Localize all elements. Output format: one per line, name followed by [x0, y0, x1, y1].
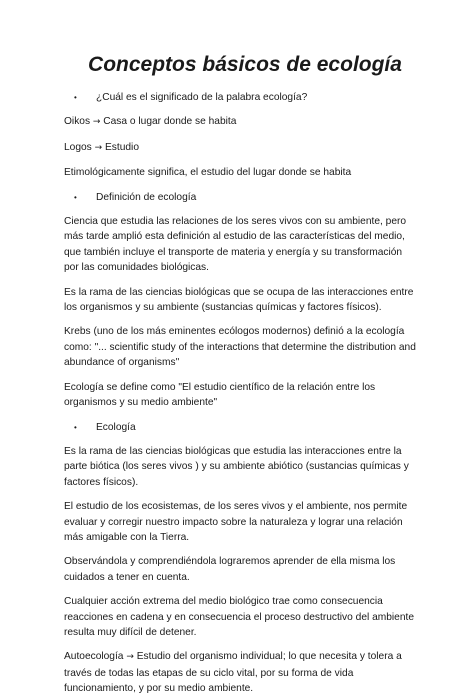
paragraph: Krebs (uno de los más eminentes ecólogos modernos) definió a la ecología como: "... scientific study of the interactions that determine the distribution and abundance of organisms"	[64, 326, 416, 369]
oikos-line	[64, 114, 416, 130]
logos-line	[64, 140, 416, 156]
paragraph: Ciencia que estudia las relaciones de los seres vivos con su ambiente, pero más tarde amplió esta definición al estudio de las características del medio, que también incluye el transporte de materia y energía y su transformación por las comunidades biológicas.	[64, 216, 407, 274]
oikos-term: Oikos	[64, 116, 91, 128]
oikos-definition: Casa o lugar donde se habita	[103, 116, 237, 128]
bullet-text: Ecología	[96, 421, 136, 433]
bullet-icon: •	[74, 422, 77, 432]
bullet-question	[64, 90, 416, 105]
autoecologia-paragraph	[64, 649, 416, 696]
etymology-paragraph: Etimológicamente significa, el estudio del lugar donde se habita	[64, 167, 352, 179]
bullet-definition	[64, 190, 416, 205]
arrow-icon: →	[94, 142, 103, 153]
bullet-text: ¿Cuál es el significado de la palabra ecología?	[96, 92, 308, 103]
paragraph: Es la rama de las ciencias biológicas que se ocupa de las interacciones entre los organismos y su ambiente (sustancias químicas y factores físicos).	[64, 286, 414, 314]
autoecologia-definition: Estudio del organismo individual; lo que necesita y tolera a través de todas las etapas de su ciclo vital, por su forma de vida funcionamiento, y por su medio ambiente.	[64, 651, 402, 695]
paragraph: El estudio de los ecosistemas, de los seres vivos y el ambiente, nos permite evaluar y corregir nuestro impacto sobre la naturaleza y lograr una relación más amigable con la Tierra.	[64, 501, 408, 543]
bullet-text: Definición de ecología	[96, 191, 197, 203]
logos-term: Logos	[64, 141, 92, 153]
paragraph: Es la rama de las ciencias biológicas que estudia las interacciones entre la parte biótica (los seres vivos ) y su ambiente abiótico (sustancias químicas y factores físicos).	[64, 445, 409, 488]
arrow-icon: →	[126, 652, 134, 663]
paragraph: Cualquier acción extrema del medio biológico trae como consecuencia reacciones en cadena y en consecuencia el proceso destructivo del ambiente resulta muy difícil de detener.	[64, 596, 414, 638]
arrow-icon: →	[92, 117, 101, 128]
bullet-ecologia	[64, 420, 416, 435]
autoecologia-term: Autoecología	[64, 651, 124, 663]
document-title: Conceptos básicos de ecología	[88, 53, 402, 76]
bullet-icon: •	[74, 192, 77, 202]
paragraph: Ecología se define como "El estudio científico de la relación entre los organismos y su medio ambiente"	[64, 381, 376, 409]
bullet-icon: •	[74, 93, 77, 102]
paragraph: Observándola y comprendiéndola lograremos aprender de ella misma los cuidados a tener en cuenta.	[64, 556, 396, 583]
logos-definition: Estudio	[105, 141, 139, 153]
